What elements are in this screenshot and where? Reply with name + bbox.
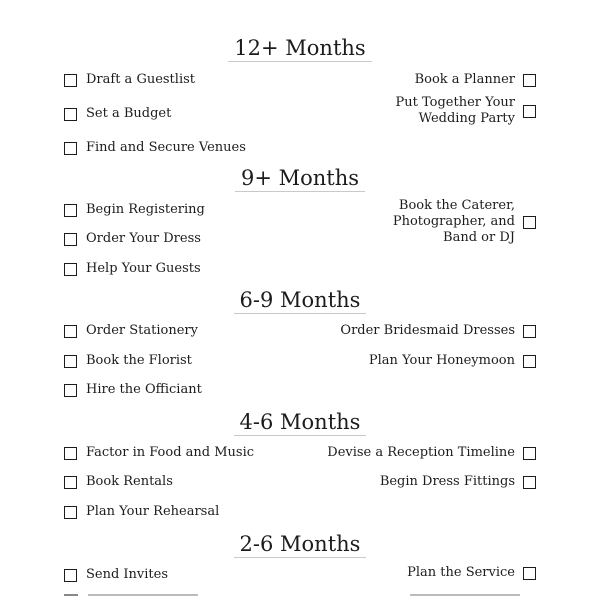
- task-book-caterer-photographer-band[interactable]: Book the Caterer, Photographer, and Band or DJ: [393, 198, 536, 246]
- task-help-guests[interactable]: Help Your Guests: [64, 261, 201, 277]
- task-book-planner[interactable]: Book a Planner: [415, 72, 536, 88]
- task-order-bridesmaid-dresses[interactable]: Order Bridesmaid Dresses: [340, 323, 536, 339]
- cropped-text-edge: [410, 594, 520, 596]
- checkbox[interactable]: [64, 233, 77, 246]
- task-wedding-party[interactable]: Put Together Your Wedding Party: [396, 95, 536, 127]
- checkbox[interactable]: [523, 216, 536, 229]
- checkbox[interactable]: [64, 447, 77, 460]
- task-plan-service[interactable]: Plan the Service: [407, 565, 536, 581]
- section-heading-12-plus-months: 12+ Months: [0, 36, 600, 62]
- checkbox[interactable]: [64, 142, 77, 155]
- section-heading-2-6-months: 2-6 Months: [0, 532, 600, 558]
- checkbox[interactable]: [523, 355, 536, 368]
- checkbox[interactable]: [64, 74, 77, 87]
- task-book-florist[interactable]: Book the Florist: [64, 353, 192, 369]
- checkbox[interactable]: [523, 567, 536, 580]
- cropped-text-edge: [88, 594, 198, 596]
- section-heading-6-9-months: 6-9 Months: [0, 288, 600, 314]
- task-draft-guestlist[interactable]: Draft a Guestlist: [64, 72, 195, 88]
- task-set-budget[interactable]: Set a Budget: [64, 106, 171, 122]
- checkbox[interactable]: [64, 108, 77, 121]
- checkbox[interactable]: [64, 204, 77, 217]
- checkbox[interactable]: [64, 263, 77, 276]
- checkbox[interactable]: [523, 74, 536, 87]
- checkbox[interactable]: [523, 447, 536, 460]
- checkbox[interactable]: [523, 325, 536, 338]
- page-title-cropped: [0, 0, 600, 18]
- checkbox[interactable]: [64, 355, 77, 368]
- checkbox[interactable]: [64, 384, 77, 397]
- task-order-stationery[interactable]: Order Stationery: [64, 323, 198, 339]
- checkbox[interactable]: [64, 569, 77, 582]
- section-heading-4-6-months: 4-6 Months: [0, 410, 600, 436]
- task-send-invites[interactable]: Send Invites: [64, 567, 168, 583]
- task-food-and-music[interactable]: Factor in Food and Music: [64, 445, 254, 461]
- task-find-secure-venues[interactable]: Find and Secure Venues: [64, 140, 246, 156]
- task-dress-fittings[interactable]: Begin Dress Fittings: [380, 474, 536, 490]
- task-plan-rehearsal[interactable]: Plan Your Rehearsal: [64, 504, 219, 520]
- checkbox[interactable]: [523, 105, 536, 118]
- cropped-checkbox-edge: [64, 594, 78, 596]
- checkbox[interactable]: [64, 325, 77, 338]
- checkbox[interactable]: [64, 506, 77, 519]
- task-begin-registering[interactable]: Begin Registering: [64, 202, 205, 218]
- task-hire-officiant[interactable]: Hire the Officiant: [64, 382, 202, 398]
- task-plan-honeymoon[interactable]: Plan Your Honeymoon: [369, 353, 536, 369]
- task-order-dress[interactable]: Order Your Dress: [64, 231, 201, 247]
- task-book-rentals[interactable]: Book Rentals: [64, 474, 173, 490]
- checkbox[interactable]: [523, 476, 536, 489]
- task-reception-timeline[interactable]: Devise a Reception Timeline: [327, 445, 536, 461]
- checkbox[interactable]: [64, 476, 77, 489]
- section-heading-9-plus-months: 9+ Months: [0, 166, 600, 192]
